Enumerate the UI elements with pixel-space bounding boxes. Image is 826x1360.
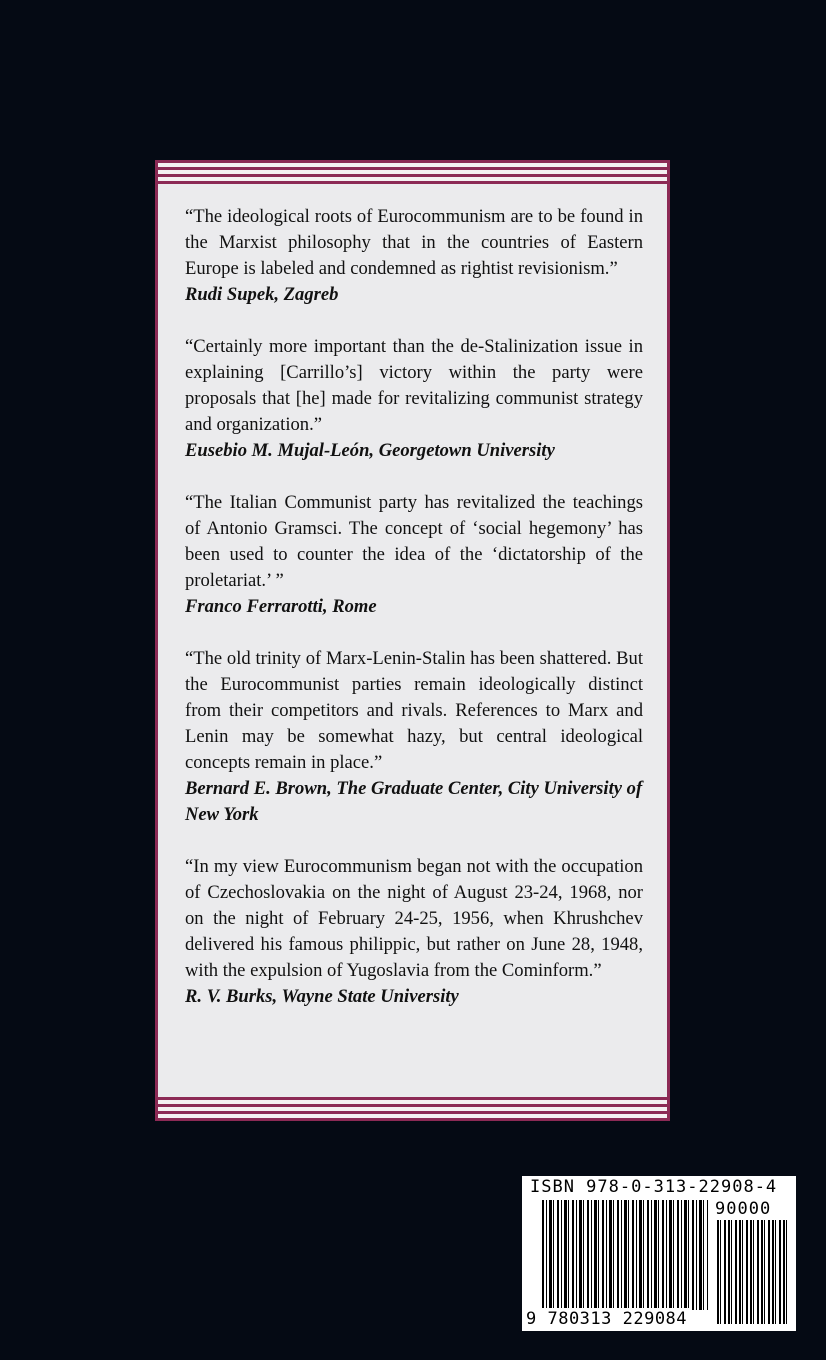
price-code: 90000 (715, 1199, 772, 1219)
quote-block (185, 490, 643, 620)
quote-attribution: Franco Ferrarotti, Rome (185, 596, 377, 617)
quote-text: “The old trinity of Marx-Lenin-Stalin has been shattered. But the Eurocommunist parties remain ideologically distinct from their competitors and rivals. References to Marx and Lenin may be somewhat hazy, but central ideological concepts remain in place.” (185, 648, 643, 773)
isbn-number: ISBN 978-0-313-22908-4 (530, 1177, 778, 1197)
quote-attribution: Bernard E. Brown, The Graduate Center, City University of New York (185, 778, 643, 825)
quote-block (185, 854, 643, 1010)
quote-attribution: Eusebio M. Mujal-León, Georgetown University (185, 440, 555, 461)
isbn-barcode (522, 1176, 796, 1331)
quotes-list (185, 204, 643, 1036)
quote-block (185, 646, 643, 828)
top-stripe-border (158, 160, 667, 184)
quote-text: “The Italian Communist party has revitalized the teachings of Antonio Gramsci. The concept of ‘social hegemony’ has been used to counter the idea of the ‘dictatorship of the proletariat.’ ” (185, 492, 643, 591)
quote-text: “Certainly more important than the de-Stalinization issue in explaining [Carrillo’s] victory within the party were proposals that [he] made for revitalizing communist strategy and organization.” (185, 336, 643, 435)
quote-text: “In my view Eurocommunism began not with the occupation of Czechoslovakia on the night of August 23-24, 1968, nor on the night of February 24-25, 1956, when Khrushchev delivered his famous philippic, but rather on June 28, 1948, with the expulsion of Yugoslavia from the Cominform.” (185, 856, 643, 981)
ean-barcode-bars (542, 1200, 708, 1310)
quote-attribution: Rudi Supek, Zagreb (185, 284, 339, 305)
quote-block (185, 204, 643, 308)
ean-digits: 9 780313 229084 (526, 1308, 690, 1330)
addon-barcode-bars (717, 1220, 789, 1324)
bottom-stripe-border (158, 1097, 667, 1121)
quotes-panel (155, 160, 670, 1121)
quote-block (185, 334, 643, 464)
quote-attribution: R. V. Burks, Wayne State University (185, 986, 459, 1007)
quote-text: “The ideological roots of Eurocommunism are to be found in the Marxist philosophy that in the countries of Eastern Europe is labeled and condemned as rightist revisionism.” (185, 206, 643, 279)
